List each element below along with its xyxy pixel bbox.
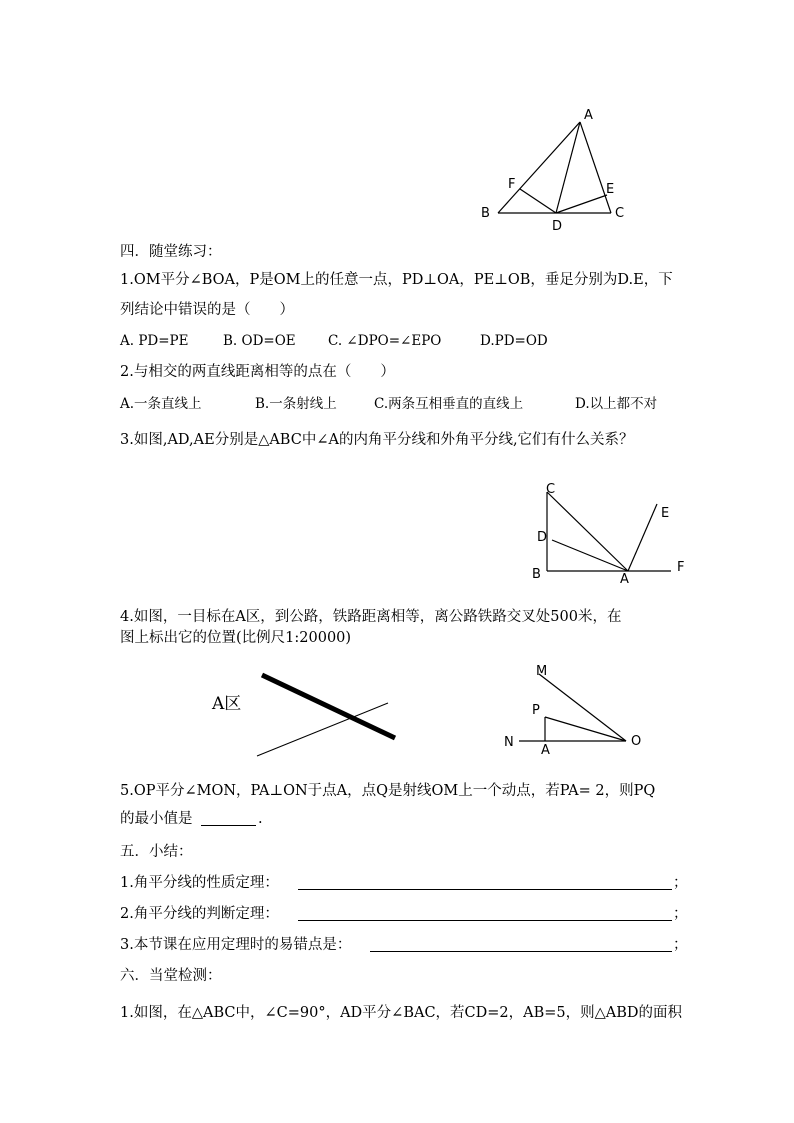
summary-item-3-blank[interactable] [370, 951, 672, 952]
q4-line1: 4.如图，一目标在A区，到公路，铁路距离相等，离公路铁路交叉处500米，在 [120, 609, 622, 625]
label-b: B [481, 206, 490, 221]
q1-option-a: A. PD=PE [120, 333, 189, 349]
label-c: C [546, 482, 556, 497]
segment-de [556, 195, 607, 213]
label-a: A [584, 108, 593, 123]
segment-da [552, 540, 628, 571]
summary-item-2-semicolon: ； [673, 906, 688, 922]
q2-text: 2.与相交的两直线距离相等的点在（ ） [120, 364, 395, 380]
label-m: M [536, 664, 548, 679]
section-6-title: 六．当堂检测： [120, 968, 222, 984]
q2-option-c: C.两条互相垂直的直线上 [374, 396, 524, 412]
figure-triangle-abc-def [470, 100, 640, 240]
summary-item-2-blank[interactable] [298, 920, 672, 921]
label-n: N [504, 735, 514, 750]
q5-answer-blank[interactable] [201, 825, 256, 826]
railway-thick-line [262, 675, 395, 738]
label-a: A [541, 743, 550, 758]
q5-line2-end: . [258, 811, 263, 827]
test-q1-text: 1.如图，在△ABC中，∠C=90°，AD平分∠BAC，若CD=2，AB=5，则△ABD的面积 [120, 1005, 683, 1021]
label-b: B [532, 567, 541, 582]
q3-text: 3.如图,AD,AE分别是△ABC中∠A的内角平分线和外角平分线,它们有什么关系？ [120, 432, 634, 448]
label-f: F [508, 177, 516, 192]
q2-option-a: A.一条直线上 [120, 396, 202, 412]
summary-item-1-blank[interactable] [298, 889, 672, 890]
figure-angle-mon [495, 660, 655, 760]
label-e: E [661, 506, 670, 521]
section-5-title: 五．小结： [120, 844, 193, 860]
q2-option-d: D.以上都不对 [575, 396, 658, 412]
q1-option-c: C. ∠DPO=∠EPO [328, 333, 442, 349]
highway-thin-line [257, 703, 388, 756]
q1-line1: 1.OM平分∠BOA，P是OM上的任意一点，PD⊥OA，PE⊥OB，垂足分别为D.E，下 [120, 272, 673, 288]
label-e: E [606, 182, 615, 197]
label-d: D [537, 530, 548, 545]
section-4-title: 四．随堂练习： [120, 244, 222, 260]
segment-df [520, 189, 556, 213]
summary-item-1: 1.角平分线的性质定理： [120, 875, 279, 891]
summary-item-3-semicolon: ； [673, 937, 688, 953]
label-d: D [552, 219, 563, 234]
summary-item-1-semicolon: ； [673, 875, 688, 891]
label-a: A [620, 572, 629, 587]
figure-area-road-railway [205, 665, 405, 765]
q1-option-b: B. OD=OE [223, 333, 296, 349]
segment-ca [547, 492, 628, 571]
q5-line1: 5.OP平分∠MON，PA⊥ON于点A，点Q是射线OM上一个动点，若PA= 2，则PQ [120, 783, 656, 799]
q2-option-b: B.一条射线上 [255, 396, 337, 412]
q5-line2: 的最小值是 [120, 811, 193, 827]
q1-line2: 列结论中错误的是（ ） [120, 302, 294, 318]
segment-op [545, 717, 626, 741]
q1-option-d: D.PD=OD [480, 333, 548, 349]
figure-bisectors-abc [525, 478, 705, 588]
label-p: P [532, 703, 540, 718]
summary-item-2: 2.角平分线的判断定理： [120, 906, 279, 922]
q4-line2: 图上标出它的位置(比例尺1:20000) [120, 630, 352, 646]
label-c: C [615, 206, 625, 221]
area-label: A区 [212, 694, 242, 714]
label-f: F [677, 560, 685, 575]
summary-item-3: 3.本节课在应用定理时的易错点是： [120, 937, 352, 953]
ray-om [539, 674, 626, 741]
segment-ae [628, 504, 657, 571]
label-o: O [631, 734, 642, 749]
